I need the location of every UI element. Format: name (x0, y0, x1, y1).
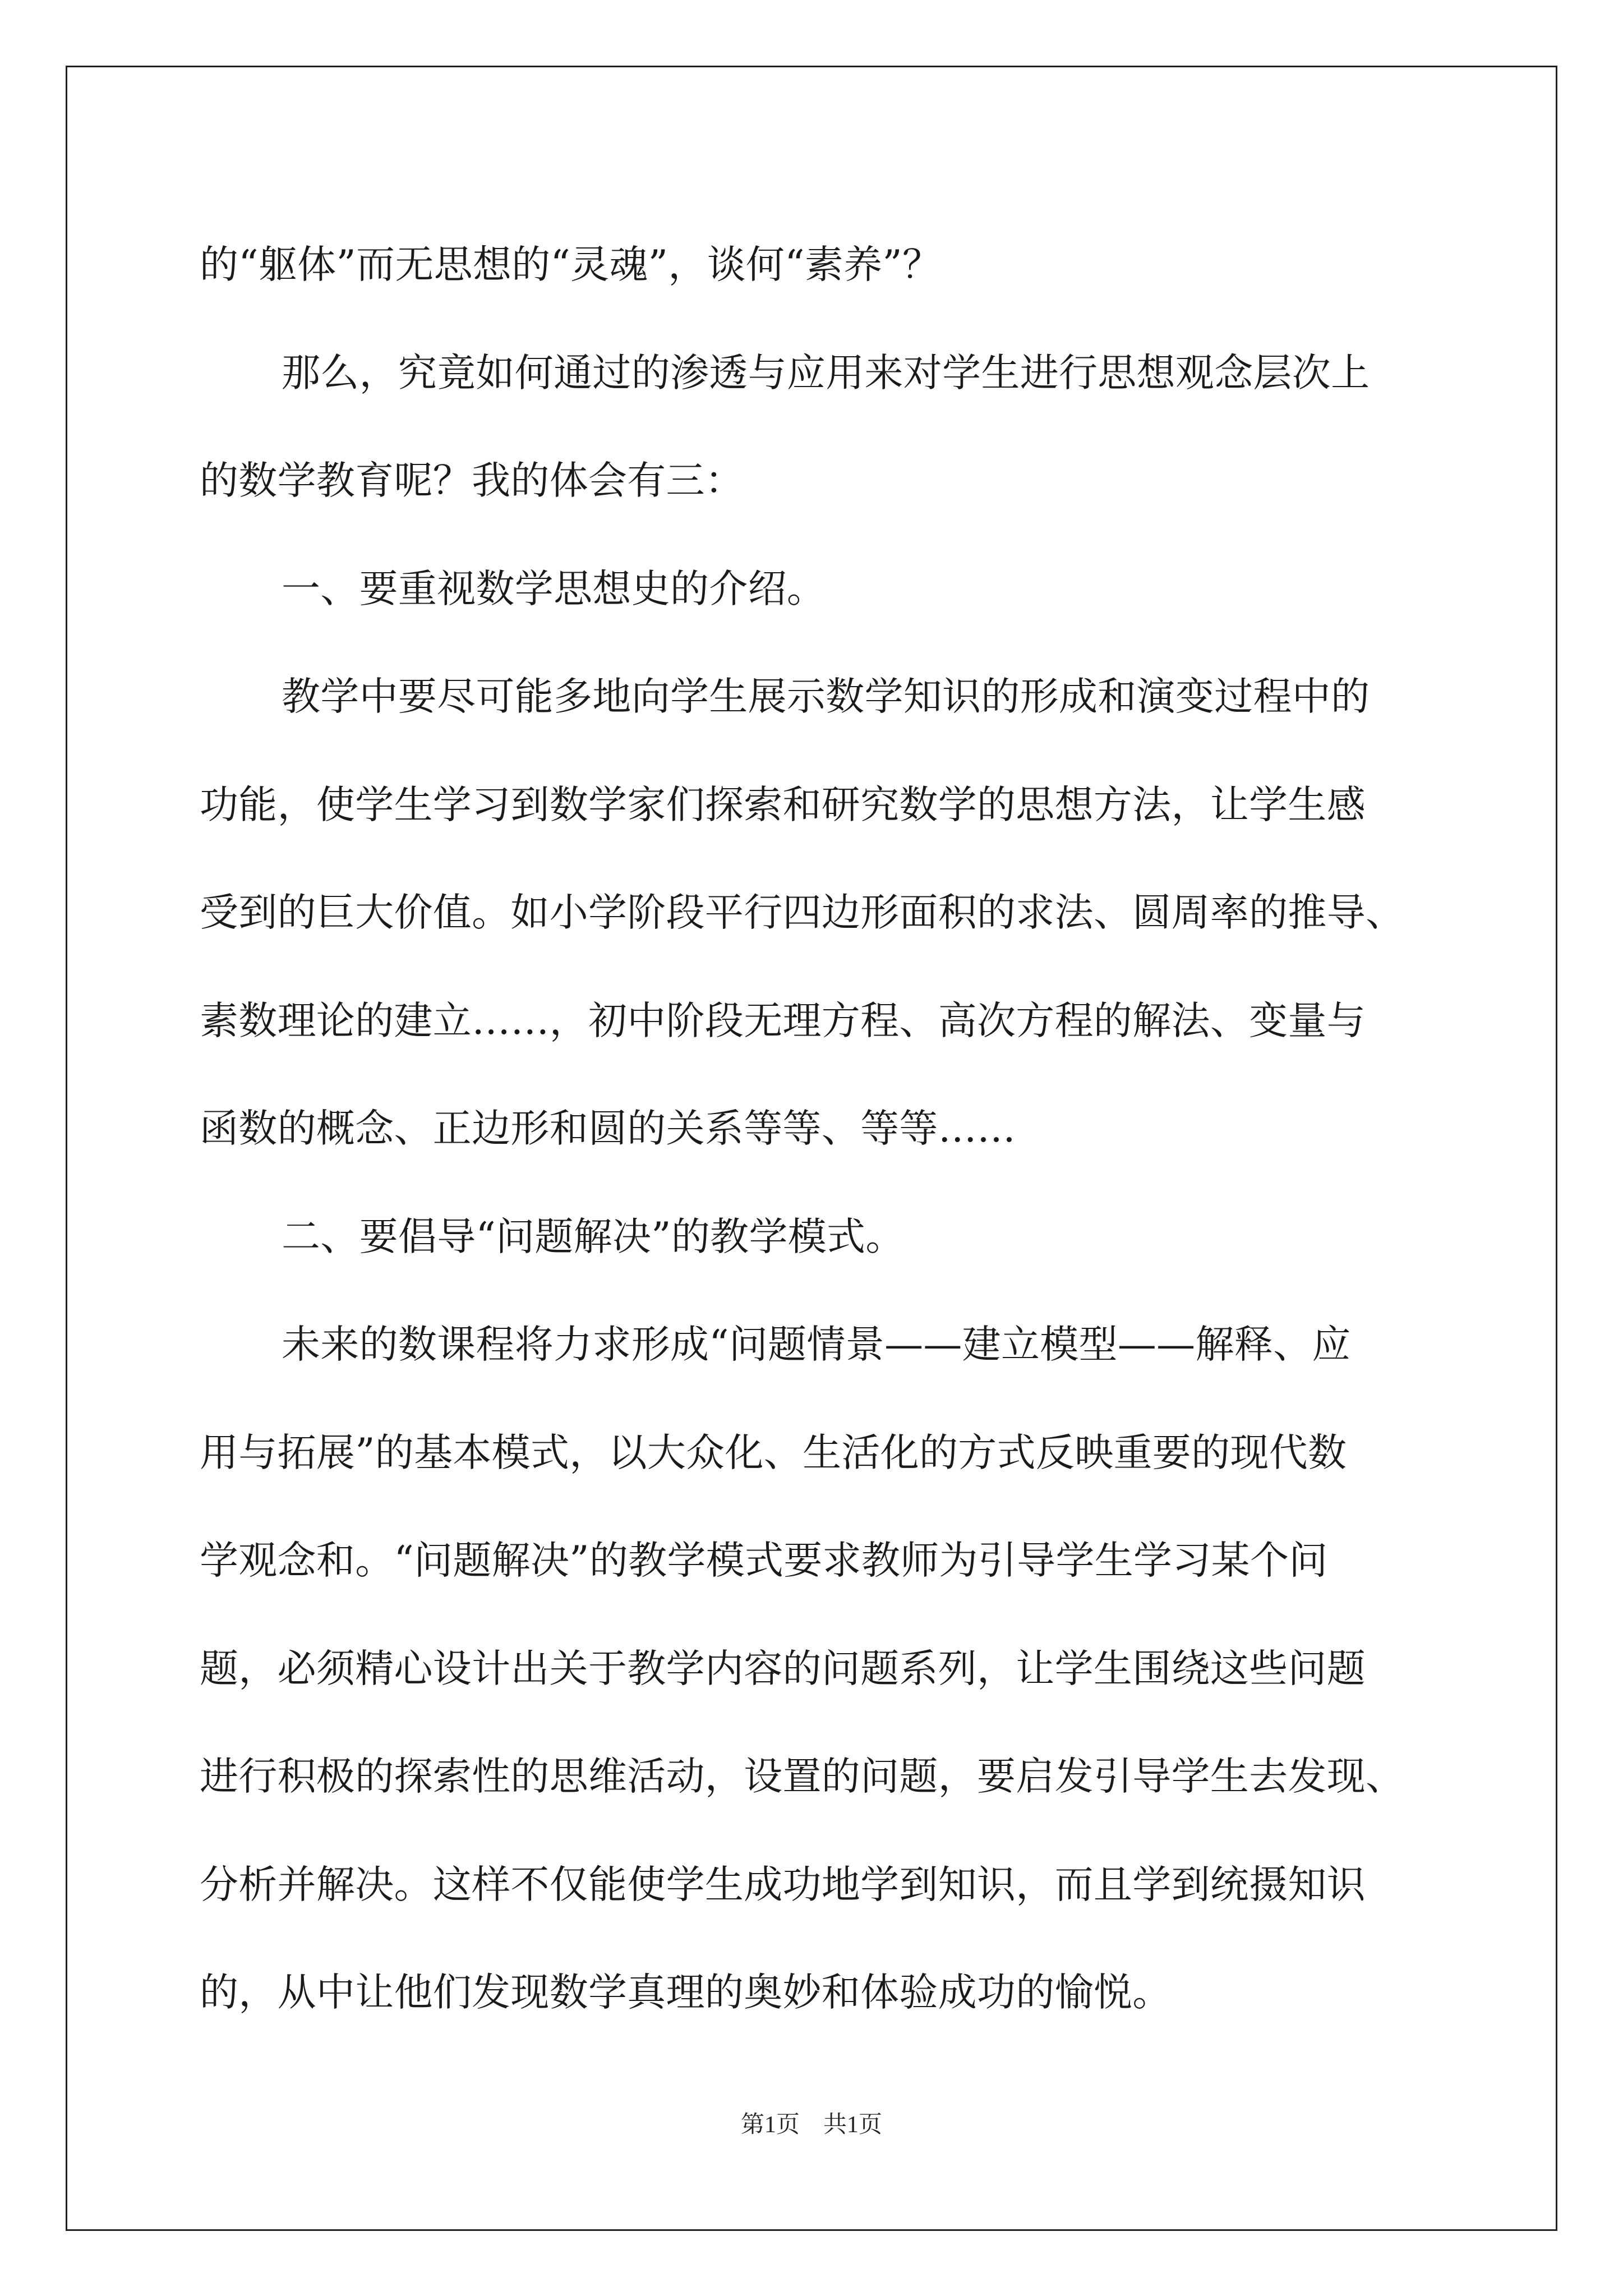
text-line: 那么，究竟如何通过的渗透与应用来对学生进行思想观念层次上 (282, 350, 1370, 395)
document-body (200, 211, 1433, 2047)
section-heading: 二、要倡导“问题解决”的教学模式。 (282, 1214, 905, 1259)
text-line: 题，必须精心设计出关于教学内容的问题系列，让学生围绕这些问题 (200, 1646, 1366, 1691)
text-line: 教学中要尽可能多地向学生展示数学知识的形成和演变过程中的 (282, 674, 1370, 719)
text-line: 未来的数课程将力求形成“问题情景——建立模型——解释、应 (282, 1322, 1351, 1367)
section-heading: 一、要重视数学思想史的介绍。 (282, 566, 826, 611)
text-line: 功能，使学生学习到数学家们探索和研究数学的思想方法，让学生感 (200, 782, 1366, 827)
text-line: 的数学教育呢？我的体会有三： (200, 458, 744, 503)
text-line: 分析并解决。这样不仅能使学生成功地学到知识，而且学到统摄知识 (200, 1862, 1366, 1907)
text-line: 素数理论的建立……，初中阶段无理方程、高次方程的解法、变量与 (200, 998, 1366, 1043)
text-line: 的，从中让他们发现数学真理的奥妙和体验成功的愉悦。 (200, 1970, 1172, 2015)
text-line: 受到的巨大价值。如小学阶段平行四边形面积的求法、圆周率的推导、 (200, 890, 1405, 935)
text-line: 的“躯体”而无思想的“灵魂”，谈何“素养”？ (200, 242, 942, 287)
text-line: 函数的概念、正边形和圆的关系等等、等等…… (200, 1106, 1016, 1151)
text-line: 学观念和。“问题解决”的教学模式要求教师为引导学生学习某个问 (200, 1538, 1328, 1583)
text-line: 进行积极的探索性的思维活动，设置的问题，要启发引导学生去发现、 (200, 1754, 1405, 1799)
text-line: 用与拓展”的基本模式，以大众化、生活化的方式反映重要的现代数 (200, 1430, 1347, 1475)
page-footer: 第1页 共1页 (740, 2112, 882, 2138)
